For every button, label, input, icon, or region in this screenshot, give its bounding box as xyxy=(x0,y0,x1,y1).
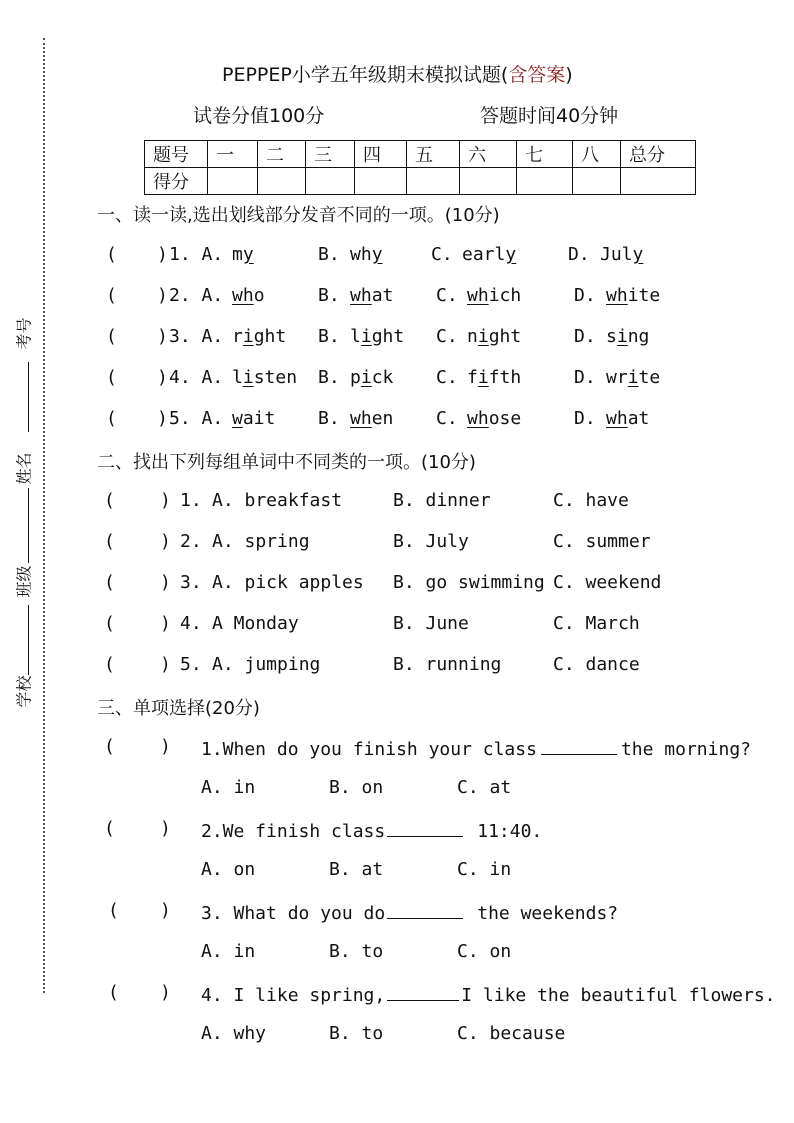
option-c-label: C. xyxy=(436,285,458,306)
option-a: A. jumping xyxy=(212,654,321,675)
class-label: 班级 xyxy=(14,565,34,598)
answer-blank[interactable]: ( xyxy=(104,490,115,511)
option-b: B. running xyxy=(393,654,502,675)
option-d-label: D. xyxy=(574,326,596,347)
answer-note: 含答案 xyxy=(508,64,566,86)
table-cell: 五 xyxy=(407,141,460,168)
option-b-label: B. xyxy=(318,367,340,388)
table-cell: 六 xyxy=(460,141,517,168)
score-input-cell[interactable] xyxy=(306,168,355,195)
answer-blank[interactable]: ( xyxy=(106,326,117,347)
school-label: 学校 xyxy=(14,675,34,708)
score-table-score-row xyxy=(145,168,696,195)
option-d: July xyxy=(600,244,644,265)
exam-number-label: 考号 xyxy=(14,317,34,350)
option-c: whose xyxy=(467,408,522,429)
paren-close: ) xyxy=(157,326,168,347)
option-a: my xyxy=(232,244,254,265)
paren-close: ) xyxy=(160,613,171,634)
option-b: why xyxy=(350,244,383,265)
table-cell: 二 xyxy=(258,141,306,168)
option-c: night xyxy=(467,326,522,347)
item-number: 1. A. xyxy=(169,244,224,265)
paren-close: ) xyxy=(160,818,171,839)
score-input-cell[interactable] xyxy=(573,168,621,195)
item-number: 3. A. xyxy=(169,326,224,347)
fill-blank[interactable] xyxy=(387,900,463,919)
table-cell: 三 xyxy=(306,141,355,168)
item-number: 1. xyxy=(180,490,202,511)
option-d: what xyxy=(606,408,650,429)
option-a: A. pick apples xyxy=(212,572,364,593)
option-c: C. at xyxy=(457,777,512,798)
option-a: who xyxy=(232,285,265,306)
section3-heading: 三、单项选择(20分) xyxy=(97,698,260,719)
answer-blank[interactable]: ( xyxy=(104,654,115,675)
option-b: B. to xyxy=(329,1023,384,1044)
item-number: 5. A. xyxy=(169,408,224,429)
option-b: what xyxy=(350,285,394,306)
option-b: B. June xyxy=(393,613,469,634)
option-d-label: D. xyxy=(568,244,590,265)
paren-close: ) xyxy=(160,531,171,552)
option-d-label: D. xyxy=(574,408,596,429)
option-c: C. in xyxy=(457,859,512,880)
answer-blank[interactable]: ( xyxy=(104,572,115,593)
option-a: listen xyxy=(232,367,298,388)
score-input-cell[interactable] xyxy=(621,168,696,195)
table-cell: 一 xyxy=(208,141,258,168)
option-a: A. spring xyxy=(212,531,310,552)
option-b: B. at xyxy=(329,859,384,880)
option-b: when xyxy=(350,408,394,429)
name-line[interactable] xyxy=(28,488,29,563)
score-input-cell[interactable] xyxy=(258,168,306,195)
question-text: 3. What do you do the weekends? xyxy=(201,900,618,924)
fill-blank[interactable] xyxy=(387,982,459,1001)
answer-blank[interactable]: ( xyxy=(108,982,119,1003)
option-c: C. weekend xyxy=(553,572,662,593)
option-a: right xyxy=(232,326,287,347)
item-number: 4. xyxy=(180,613,202,634)
option-c: C. because xyxy=(457,1023,566,1044)
paren-close: ) xyxy=(160,572,171,593)
option-b-label: B. xyxy=(318,285,340,306)
item-number: 3. xyxy=(180,572,202,593)
page-title: PEPPEP小学五年级期末模拟试题(含答案) xyxy=(222,64,573,86)
score-total: 试卷分值100分 xyxy=(193,105,325,127)
option-b: B. to xyxy=(329,941,384,962)
score-input-cell[interactable] xyxy=(355,168,407,195)
score-table xyxy=(144,140,696,195)
class-line[interactable] xyxy=(28,605,29,675)
paren-close: ) xyxy=(160,900,171,921)
question-text: 2.We finish class 11:40. xyxy=(201,818,542,842)
answer-blank[interactable]: ( xyxy=(106,367,117,388)
answer-blank[interactable]: ( xyxy=(104,613,115,634)
option-c: C. have xyxy=(553,490,629,511)
score-input-cell[interactable] xyxy=(407,168,460,195)
item-number: 5. xyxy=(180,654,202,675)
answer-blank[interactable]: ( xyxy=(106,285,117,306)
option-b-label: B. xyxy=(318,326,340,347)
paren-close: ) xyxy=(160,736,171,757)
table-cell: 得分 xyxy=(145,168,208,195)
option-a: A. why xyxy=(201,1023,267,1044)
option-b: light xyxy=(350,326,405,347)
answer-blank[interactable]: ( xyxy=(104,736,115,757)
table-cell: 总分 xyxy=(621,141,696,168)
paren-close: ) xyxy=(160,982,171,1003)
score-input-cell[interactable] xyxy=(517,168,573,195)
item-number: 2. xyxy=(180,531,202,552)
option-c: early xyxy=(462,244,517,265)
fill-blank[interactable] xyxy=(541,736,617,755)
option-a: A. in xyxy=(201,941,256,962)
option-a: A. in xyxy=(201,777,256,798)
option-a: A. on xyxy=(201,859,256,880)
paren-close: ) xyxy=(160,490,171,511)
option-c: which xyxy=(467,285,522,306)
option-c-label: C. xyxy=(431,244,453,265)
paren-close: ) xyxy=(157,285,168,306)
option-d: write xyxy=(606,367,661,388)
option-b: B. go swimming xyxy=(393,572,545,593)
option-b: B. on xyxy=(329,777,384,798)
paren-close: ) xyxy=(157,367,168,388)
option-d: sing xyxy=(606,326,650,347)
option-b-label: B. xyxy=(318,244,340,265)
score-input-cell[interactable] xyxy=(460,168,517,195)
table-cell: 八 xyxy=(573,141,621,168)
option-c: C. on xyxy=(457,941,512,962)
answer-blank[interactable]: ( xyxy=(104,531,115,552)
option-c-label: C. xyxy=(436,367,458,388)
option-b: pick xyxy=(350,367,394,388)
option-d-label: D. xyxy=(574,285,596,306)
question-text: 4. I like spring, I like the beautiful flowers. xyxy=(201,982,776,1006)
name-label: 姓名 xyxy=(14,452,34,485)
option-a: A. breakfast xyxy=(212,490,343,511)
score-input-cell[interactable] xyxy=(208,168,258,195)
item-number: 4. A. xyxy=(169,367,224,388)
paren-close: ) xyxy=(157,408,168,429)
table-cell: 七 xyxy=(517,141,573,168)
option-d-label: D. xyxy=(574,367,596,388)
section2-heading: 二、找出下列每组单词中不同类的一项。(10分) xyxy=(97,452,476,473)
answer-blank[interactable]: ( xyxy=(106,244,117,265)
option-b-label: B. xyxy=(318,408,340,429)
paren-close: ) xyxy=(160,654,171,675)
option-a: wait xyxy=(232,408,276,429)
option-c: C. summer xyxy=(553,531,651,552)
question-text: 1.When do you finish your class the morning? xyxy=(201,736,751,760)
option-d: white xyxy=(606,285,661,306)
option-c: fifth xyxy=(467,367,522,388)
option-c-label: C. xyxy=(436,408,458,429)
exam-number-line[interactable] xyxy=(28,362,29,432)
fill-blank[interactable] xyxy=(387,818,463,837)
answer-blank[interactable]: ( xyxy=(106,408,117,429)
option-c: C. March xyxy=(553,613,640,634)
option-c: C. dance xyxy=(553,654,640,675)
section1-heading: 一、读一读,选出划线部分发音不同的一项。(10分) xyxy=(97,205,500,226)
score-table-header-row xyxy=(145,141,696,168)
option-a: A Monday xyxy=(212,613,299,634)
table-cell: 题号 xyxy=(145,141,208,168)
table-cell: 四 xyxy=(355,141,407,168)
option-b: B. dinner xyxy=(393,490,491,511)
option-b: B. July xyxy=(393,531,469,552)
item-number: 2. A. xyxy=(169,285,224,306)
paren-close: ) xyxy=(157,244,168,265)
exam-time: 答题时间40分钟 xyxy=(480,105,619,127)
option-c-label: C. xyxy=(436,326,458,347)
answer-blank[interactable]: ( xyxy=(108,900,119,921)
answer-blank[interactable]: ( xyxy=(104,818,115,839)
binding-dotted-line xyxy=(43,38,45,993)
